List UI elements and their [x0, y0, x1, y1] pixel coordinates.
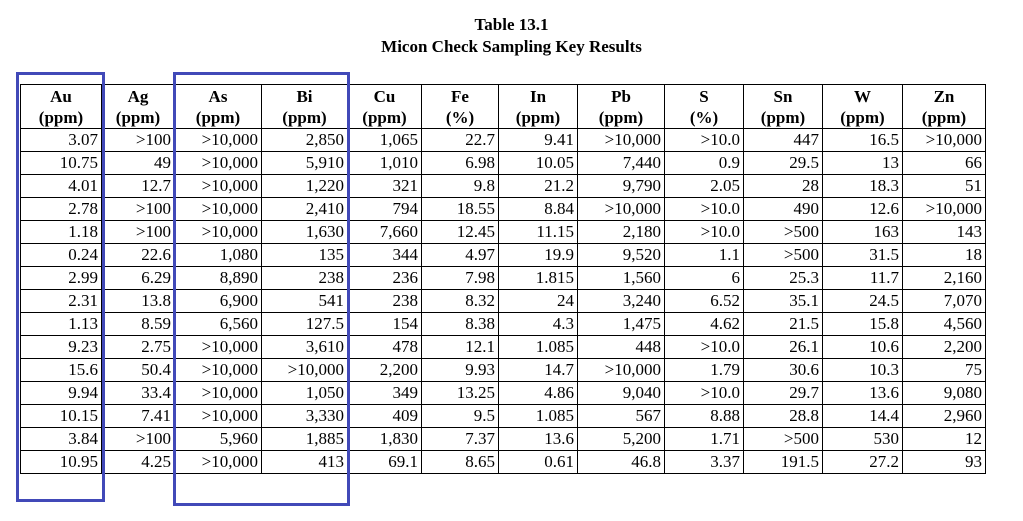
table-cell: 478: [348, 336, 422, 359]
column-header-s: S: [665, 85, 744, 107]
table-cell: 26.1: [744, 336, 823, 359]
table-cell: 31.5: [823, 244, 903, 267]
table-cell: 321: [348, 175, 422, 198]
table-cell: 35.1: [744, 290, 823, 313]
table-cell: >500: [744, 244, 823, 267]
column-header-bi: Bi: [262, 85, 348, 107]
table-cell: >10,000: [175, 175, 262, 198]
table-cell: 33.4: [102, 382, 175, 405]
table-cell: 349: [348, 382, 422, 405]
table-cell: 1,050: [262, 382, 348, 405]
table-cell: 4.86: [499, 382, 578, 405]
column-unit-as: (ppm): [175, 107, 262, 129]
column-header-pb: Pb: [578, 85, 665, 107]
column-unit-bi: (ppm): [262, 107, 348, 129]
column-header-fe: Fe: [422, 85, 499, 107]
table-cell: 5,910: [262, 152, 348, 175]
table-cell: >10,000: [578, 359, 665, 382]
table-cell: 8,890: [175, 267, 262, 290]
column-unit-zn: (ppm): [903, 107, 986, 129]
table-cell: 46.8: [578, 451, 665, 474]
table-cell: 7,660: [348, 221, 422, 244]
table-cell: >10,000: [175, 451, 262, 474]
table-cell: 7.41: [102, 405, 175, 428]
table-cell: 11.15: [499, 221, 578, 244]
table-cell: 18.55: [422, 198, 499, 221]
table-row: [21, 175, 986, 198]
table-cell: 8.32: [422, 290, 499, 313]
column-unit-w: (ppm): [823, 107, 903, 129]
table-cell: 794: [348, 198, 422, 221]
results-table: [20, 84, 986, 474]
table-cell: 8.65: [422, 451, 499, 474]
table-cell: 2,200: [903, 336, 986, 359]
table-title: Micon Check Sampling Key Results: [381, 37, 642, 56]
table-cell: 12.6: [823, 198, 903, 221]
table-cell: 2.75: [102, 336, 175, 359]
column-unit-cu: (ppm): [348, 107, 422, 129]
table-cell: >10.0: [665, 129, 744, 152]
table-cell: 1,830: [348, 428, 422, 451]
table-cell: >10,000: [175, 152, 262, 175]
table-cell: 4.62: [665, 313, 744, 336]
table-cell: >10.0: [665, 382, 744, 405]
table-cell: 448: [578, 336, 665, 359]
table-cell: >100: [102, 221, 175, 244]
column-unit-in: (ppm): [499, 107, 578, 129]
table-cell: 236: [348, 267, 422, 290]
table-cell: 25.3: [744, 267, 823, 290]
table-cell: 154: [348, 313, 422, 336]
table-row: [21, 405, 986, 428]
column-header-w: W: [823, 85, 903, 107]
table-cell: 10.15: [21, 405, 102, 428]
table-cell: 8.84: [499, 198, 578, 221]
table-cell: 12.1: [422, 336, 499, 359]
table-cell: 1,065: [348, 129, 422, 152]
table-cell: 1.71: [665, 428, 744, 451]
table-cell: >10,000: [175, 336, 262, 359]
table-cell: >10.0: [665, 336, 744, 359]
table-row: [21, 267, 986, 290]
table-cell: >10.0: [665, 221, 744, 244]
table-cell: 6,560: [175, 313, 262, 336]
table-cell: 9.23: [21, 336, 102, 359]
table-cell: 7.37: [422, 428, 499, 451]
table-cell: 1.79: [665, 359, 744, 382]
table-cell: 127.5: [262, 313, 348, 336]
table-cell: 22.7: [422, 129, 499, 152]
table-cell: >100: [102, 198, 175, 221]
table-cell: 191.5: [744, 451, 823, 474]
table-cell: 13.6: [823, 382, 903, 405]
table-cell: 21.5: [744, 313, 823, 336]
table-cell: 9,790: [578, 175, 665, 198]
table-cell: 1.13: [21, 313, 102, 336]
table-cell: 2,960: [903, 405, 986, 428]
table-cell: 93: [903, 451, 986, 474]
table-cell: 6.29: [102, 267, 175, 290]
table-cell: 12.45: [422, 221, 499, 244]
table-cell: 11.7: [823, 267, 903, 290]
column-header-au: Au: [21, 85, 102, 107]
table-cell: 3,240: [578, 290, 665, 313]
table-cell: 1,220: [262, 175, 348, 198]
table-cell: >10,000: [903, 129, 986, 152]
table-cell: 2,410: [262, 198, 348, 221]
table-cell: 10.05: [499, 152, 578, 175]
table-cell: 8.38: [422, 313, 499, 336]
table-cell: 143: [903, 221, 986, 244]
table-row: [21, 313, 986, 336]
table-cell: 3.37: [665, 451, 744, 474]
table-cell: 490: [744, 198, 823, 221]
table-cell: 1.815: [499, 267, 578, 290]
table-cell: 9,040: [578, 382, 665, 405]
table-cell: 51: [903, 175, 986, 198]
table-cell: >500: [744, 221, 823, 244]
table-cell: 4.97: [422, 244, 499, 267]
table-cell: 24.5: [823, 290, 903, 313]
table-cell: 1.085: [499, 405, 578, 428]
column-unit-sn: (ppm): [744, 107, 823, 129]
table-cell: 9.93: [422, 359, 499, 382]
table-cell: 15.8: [823, 313, 903, 336]
table-row: [21, 244, 986, 267]
table-cell: 9,080: [903, 382, 986, 405]
column-unit-ag: (ppm): [102, 107, 175, 129]
table-cell: 1.18: [21, 221, 102, 244]
table-cell: 1,885: [262, 428, 348, 451]
table-cell: 14.7: [499, 359, 578, 382]
table-cell: 2.99: [21, 267, 102, 290]
column-header-sn: Sn: [744, 85, 823, 107]
table-cell: 2.31: [21, 290, 102, 313]
table-cell: 1,630: [262, 221, 348, 244]
column-header-cu: Cu: [348, 85, 422, 107]
table-cell: 9.41: [499, 129, 578, 152]
table-cell: >10,000: [175, 221, 262, 244]
table-row: [21, 359, 986, 382]
table-cell: 3,330: [262, 405, 348, 428]
table-cell: 163: [823, 221, 903, 244]
table-caption: [0, 14, 1023, 58]
table-cell: >500: [744, 428, 823, 451]
table-row: [21, 451, 986, 474]
table-cell: 2.05: [665, 175, 744, 198]
table-cell: 66: [903, 152, 986, 175]
table-cell: 18: [903, 244, 986, 267]
table-cell: 6.52: [665, 290, 744, 313]
table-cell: 14.4: [823, 405, 903, 428]
table-cell: 2,200: [348, 359, 422, 382]
table-cell: 4.01: [21, 175, 102, 198]
table-cell: 16.5: [823, 129, 903, 152]
table-cell: 409: [348, 405, 422, 428]
table-cell: 0.61: [499, 451, 578, 474]
table-cell: 21.2: [499, 175, 578, 198]
table-cell: >10,000: [903, 198, 986, 221]
table-cell: 75: [903, 359, 986, 382]
table-cell: 13.6: [499, 428, 578, 451]
table-cell: >100: [102, 428, 175, 451]
table-cell: 9.94: [21, 382, 102, 405]
table-cell: 3.07: [21, 129, 102, 152]
table-cell: 69.1: [348, 451, 422, 474]
table-cell: 1,475: [578, 313, 665, 336]
table-cell: 6: [665, 267, 744, 290]
table-cell: 8.88: [665, 405, 744, 428]
column-header-in: In: [499, 85, 578, 107]
table-cell: 2,160: [903, 267, 986, 290]
table-cell: 1,010: [348, 152, 422, 175]
highlight-box-as-bi: [173, 72, 350, 506]
table-cell: 7.98: [422, 267, 499, 290]
table-cell: 10.6: [823, 336, 903, 359]
table-cell: 8.59: [102, 313, 175, 336]
table-cell: 3.84: [21, 428, 102, 451]
table-row: [21, 382, 986, 405]
table-cell: 49: [102, 152, 175, 175]
table-row: [21, 336, 986, 359]
table-cell: 238: [348, 290, 422, 313]
table-cell: >10,000: [175, 405, 262, 428]
table-cell: 19.9: [499, 244, 578, 267]
table-cell: 2.78: [21, 198, 102, 221]
table-cell: >10.0: [665, 198, 744, 221]
table-cell: 12.7: [102, 175, 175, 198]
table-cell: 447: [744, 129, 823, 152]
table-cell: >100: [102, 129, 175, 152]
table-row: [21, 129, 986, 152]
table-row: [21, 290, 986, 313]
table-cell: 4.25: [102, 451, 175, 474]
table-cell: 2,180: [578, 221, 665, 244]
column-header-zn: Zn: [903, 85, 986, 107]
table-row: [21, 428, 986, 451]
table-cell: >10,000: [262, 359, 348, 382]
table-cell: 6.98: [422, 152, 499, 175]
table-cell: 0.24: [21, 244, 102, 267]
table-cell: 5,960: [175, 428, 262, 451]
table-cell: 1,080: [175, 244, 262, 267]
table-cell: >10,000: [175, 382, 262, 405]
table-row: [21, 221, 986, 244]
table-cell: 4,560: [903, 313, 986, 336]
table-cell: 7,440: [578, 152, 665, 175]
table-cell: 567: [578, 405, 665, 428]
table-cell: 7,070: [903, 290, 986, 313]
table-row: [21, 198, 986, 221]
table-cell: 13.8: [102, 290, 175, 313]
table-cell: 10.95: [21, 451, 102, 474]
table-cell: 135: [262, 244, 348, 267]
table-cell: 18.3: [823, 175, 903, 198]
table-number: Table 13.1: [474, 15, 549, 34]
table-row: [21, 152, 986, 175]
table-cell: 9.8: [422, 175, 499, 198]
column-unit-s: (%): [665, 107, 744, 129]
column-unit-pb: (ppm): [578, 107, 665, 129]
table-cell: 29.5: [744, 152, 823, 175]
table-cell: 238: [262, 267, 348, 290]
table-cell: 13: [823, 152, 903, 175]
table-cell: 4.3: [499, 313, 578, 336]
table-cell: 12: [903, 428, 986, 451]
table-cell: >10,000: [175, 129, 262, 152]
table-cell: 1.085: [499, 336, 578, 359]
table-cell: 27.2: [823, 451, 903, 474]
table-body: [21, 129, 986, 474]
highlight-box-au: [16, 72, 105, 502]
table-cell: 28: [744, 175, 823, 198]
header-row-units: [21, 107, 986, 129]
table-cell: 29.7: [744, 382, 823, 405]
table-cell: >10,000: [578, 198, 665, 221]
table-cell: 13.25: [422, 382, 499, 405]
table-cell: 10.3: [823, 359, 903, 382]
table-cell: 0.9: [665, 152, 744, 175]
table-cell: >10,000: [175, 198, 262, 221]
header-row-names: [21, 85, 986, 107]
table-cell: 24: [499, 290, 578, 313]
table-cell: 22.6: [102, 244, 175, 267]
table-cell: >10,000: [578, 129, 665, 152]
column-unit-fe: (%): [422, 107, 499, 129]
table-cell: 28.8: [744, 405, 823, 428]
column-header-as: As: [175, 85, 262, 107]
table-cell: 6,900: [175, 290, 262, 313]
table-cell: 413: [262, 451, 348, 474]
table-cell: 10.75: [21, 152, 102, 175]
column-unit-au: (ppm): [21, 107, 102, 129]
table-cell: 1,560: [578, 267, 665, 290]
table-cell: 9.5: [422, 405, 499, 428]
table-cell: 30.6: [744, 359, 823, 382]
table-cell: 15.6: [21, 359, 102, 382]
table-cell: 5,200: [578, 428, 665, 451]
table-cell: 1.1: [665, 244, 744, 267]
table-cell: 50.4: [102, 359, 175, 382]
table-cell: 344: [348, 244, 422, 267]
column-header-ag: Ag: [102, 85, 175, 107]
table-cell: 530: [823, 428, 903, 451]
table-cell: 9,520: [578, 244, 665, 267]
table-cell: >10,000: [175, 359, 262, 382]
table-cell: 541: [262, 290, 348, 313]
table-cell: 2,850: [262, 129, 348, 152]
table-cell: 3,610: [262, 336, 348, 359]
